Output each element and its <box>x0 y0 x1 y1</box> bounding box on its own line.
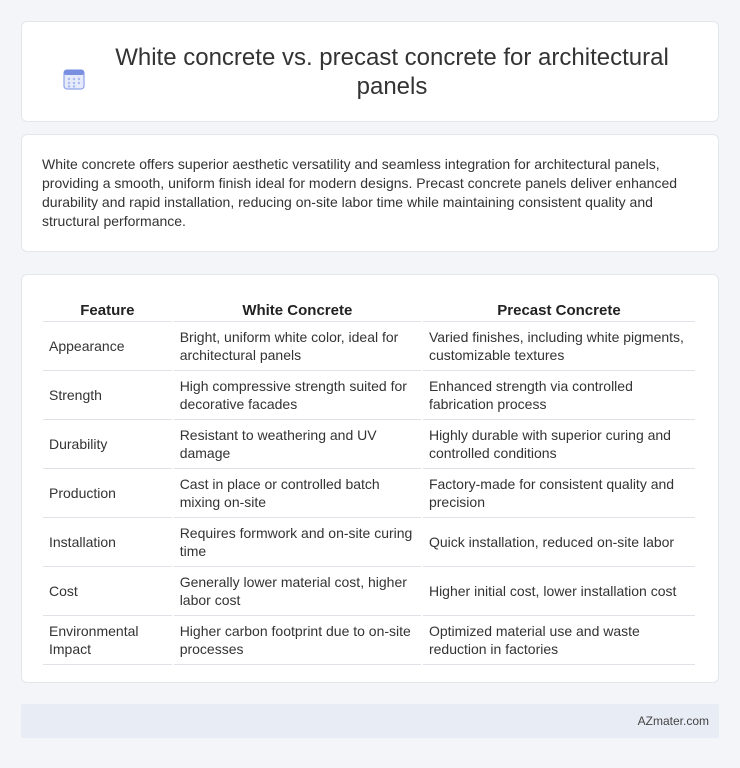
header-precast-concrete: Precast Concrete <box>423 297 695 322</box>
title-card <box>21 21 719 122</box>
white-concrete-cell: Generally lower material cost, higher labor cost <box>174 567 421 616</box>
table-row <box>43 567 695 616</box>
precast-concrete-cell: Factory-made for consistent quality and precision <box>423 469 695 518</box>
feature-cell: Appearance <box>43 322 172 371</box>
feature-cell: Installation <box>43 518 172 567</box>
precast-concrete-cell: Optimized material use and waste reduction in factories <box>423 616 695 665</box>
white-concrete-cell: Requires formwork and on-site curing time <box>174 518 421 567</box>
table-row <box>43 322 695 371</box>
white-concrete-cell: Resistant to weathering and UV damage <box>174 420 421 469</box>
feature-cell: Strength <box>43 371 172 420</box>
precast-concrete-cell: Enhanced strength via controlled fabrication process <box>423 371 695 420</box>
feature-cell: Production <box>43 469 172 518</box>
table-row <box>43 420 695 469</box>
table-row <box>43 371 695 420</box>
header-feature: Feature <box>43 297 172 322</box>
table-row <box>43 469 695 518</box>
comparison-table-card <box>21 274 719 683</box>
intro-card <box>21 134 719 252</box>
white-concrete-cell: High compressive strength suited for decorative facades <box>174 371 421 420</box>
table-row <box>43 616 695 665</box>
feature-cell: Environmental Impact <box>43 616 172 665</box>
white-concrete-cell: Higher carbon footprint due to on-site processes <box>174 616 421 665</box>
precast-concrete-cell: Higher initial cost, lower installation cost <box>423 567 695 616</box>
feature-cell: Durability <box>43 420 172 469</box>
page-title: White concrete vs. precast concrete for architectural panels <box>115 43 669 100</box>
feature-cell: Cost <box>43 567 172 616</box>
footer <box>21 704 719 738</box>
precast-concrete-cell: Varied finishes, including white pigments, customizable textures <box>423 322 695 371</box>
precast-concrete-cell: Highly durable with superior curing and controlled conditions <box>423 420 695 469</box>
comparison-table <box>41 297 697 665</box>
calendar-icon <box>63 68 85 90</box>
white-concrete-cell: Cast in place or controlled batch mixing on-site <box>174 469 421 518</box>
footer-brand: AZmater.com <box>637 714 709 728</box>
table-header-row <box>43 297 695 322</box>
intro-paragraph: White concrete offers superior aesthetic versatility and seamless integration for architectural panels, providing a smooth, uniform finish ideal for modern designs. Precast concrete panels deliver enhanced durability and rapid installation, reducing on-site labor time while maintaining consistent quality and structural performance. <box>42 156 678 229</box>
title-wrap <box>50 43 690 101</box>
header-white-concrete: White Concrete <box>174 297 421 322</box>
table-row <box>43 518 695 567</box>
precast-concrete-cell: Quick installation, reduced on-site labor <box>423 518 695 567</box>
white-concrete-cell: Bright, uniform white color, ideal for architectural panels <box>174 322 421 371</box>
